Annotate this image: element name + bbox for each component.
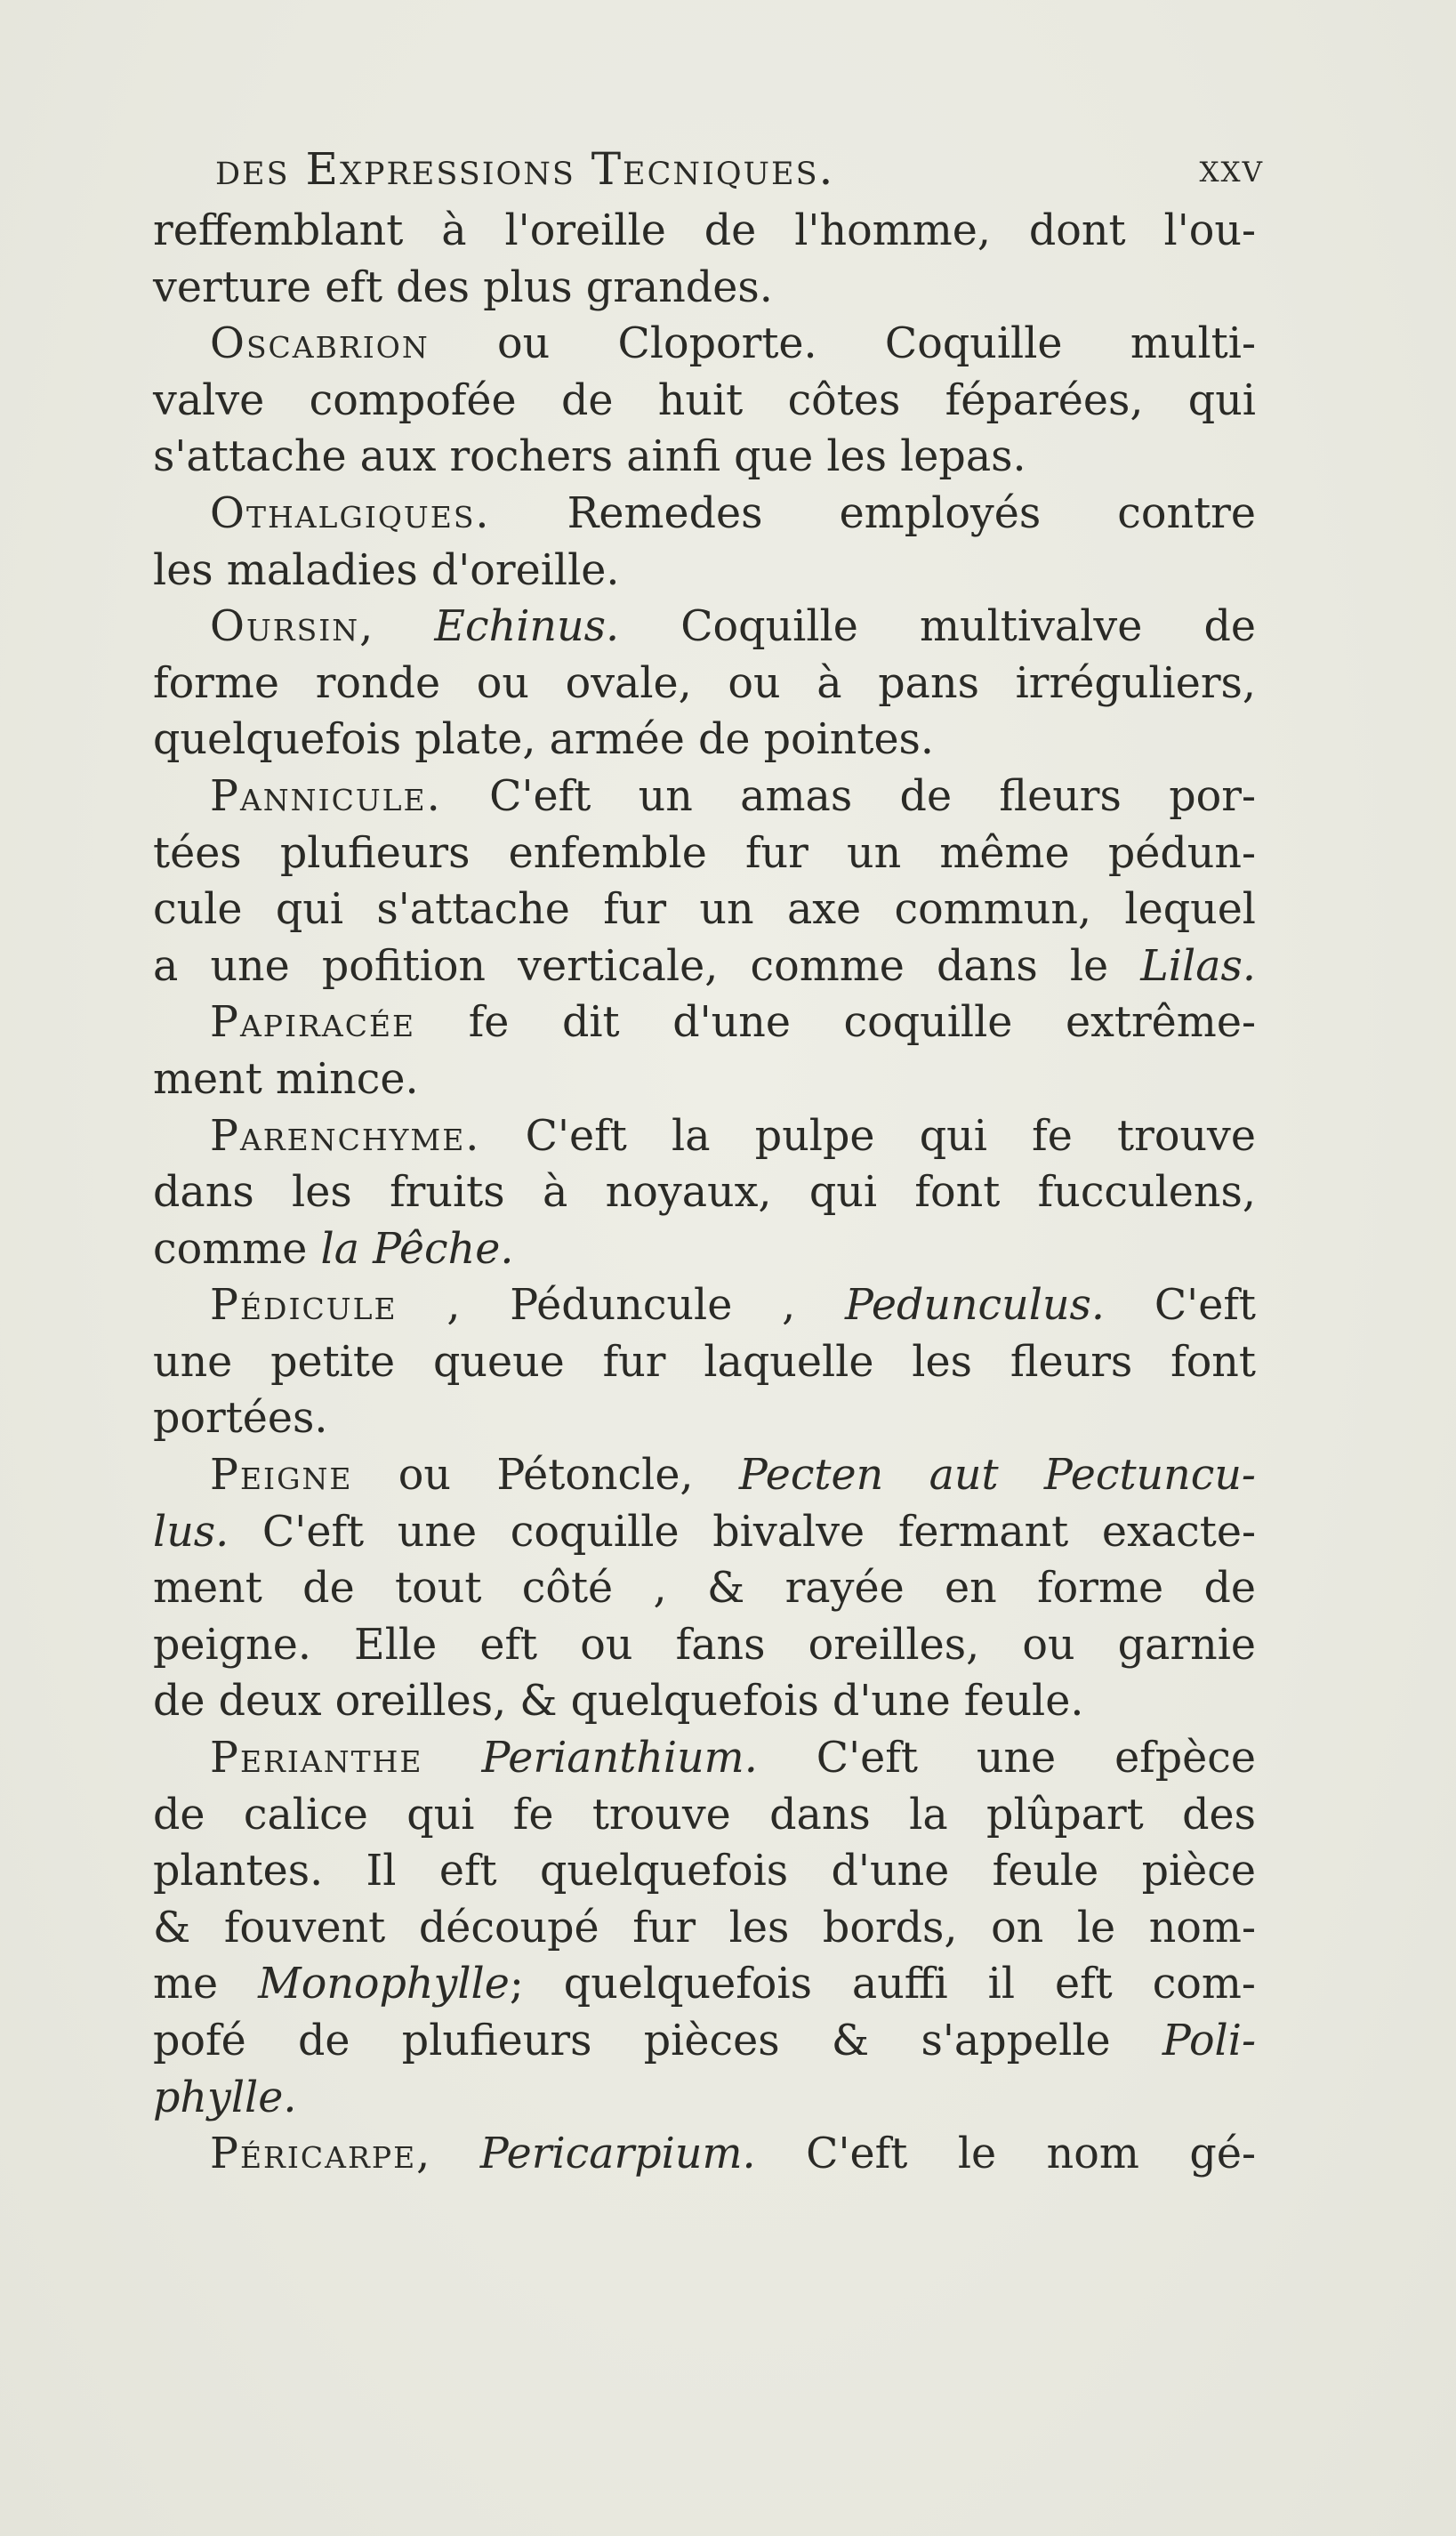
text-segment: & fouvent découpé fur les bords, on le nom- (153, 1903, 1256, 1952)
text-line (153, 1447, 1256, 1504)
text-segment: reffemblant à l'oreille de l'homme, dont l'ou- (153, 206, 1256, 255)
entry-term: Pédicule (210, 1281, 398, 1331)
text-line (153, 882, 1256, 938)
text-segment: C'eft un amas de fleurs por- (441, 771, 1256, 821)
text-line (153, 1277, 1256, 1334)
text-segment: ; quelquefois auffi il eft com- (509, 1960, 1256, 2009)
text-segment: plantes. Il eft quelquefois d'une feule pièce (153, 1847, 1256, 1896)
text-segment: pofé de plufieurs pièces & s'appelle (153, 2017, 1162, 2065)
latin-term: la Pêche. (320, 1224, 514, 1274)
latin-term: lus. (153, 1507, 229, 1557)
latin-term: Pedunculus. (845, 1281, 1106, 1331)
text-line (153, 1334, 1256, 1391)
text-segment: cule qui s'attache fur un axe commun, lequel (153, 885, 1256, 935)
text-segment: portées. (153, 1394, 328, 1444)
text-line (153, 373, 1256, 430)
text-segment (423, 1734, 482, 1783)
text-segment: de deux oreilles, & quelquefois d'une feule. (153, 1677, 1084, 1727)
entry-term: Parenchyme. (210, 1111, 481, 1161)
text-segment: C'eft (1105, 1281, 1256, 1331)
text-line (153, 938, 1256, 995)
text-segment: tées plufieurs enfemble fur un même pédun- (153, 828, 1256, 878)
text-segment: valve compofée de huit côtes féparées, qui (153, 375, 1256, 425)
text-line (153, 1956, 1256, 2013)
text-line (153, 1051, 1256, 1108)
text-line (153, 1221, 1256, 1278)
text-line (153, 2126, 1256, 2183)
text-line (153, 994, 1256, 1051)
text-segment: C'eft la pulpe qui fe trouve (480, 1111, 1256, 1161)
text-segment: verture eft des plus grandes. (153, 262, 773, 312)
text-segment: quelquefois plate, armée de pointes. (153, 715, 935, 765)
latin-term: Echinus. (434, 602, 620, 652)
text-line (153, 316, 1256, 373)
text-line (153, 543, 1256, 600)
text-segment: ou Pétoncle, (352, 1451, 739, 1501)
text-segment: peigne. Elle eft ou fans oreilles, ou garnie (153, 1620, 1256, 1670)
text-line (153, 1504, 1256, 1561)
text-line (153, 1560, 1256, 1617)
latin-term: Monophylle (258, 1960, 510, 2009)
entry-term: Perianthe (210, 1734, 423, 1783)
text-segment: , (359, 602, 435, 652)
text-segment: C'eft une efpèce (757, 1734, 1256, 1783)
text-line (153, 656, 1256, 712)
text-segment: ment mince. (153, 1054, 419, 1104)
text-segment: Coquille multivalve de (619, 602, 1256, 652)
text-line (153, 712, 1256, 769)
text-segment: fe dit d'une coquille extrême- (415, 998, 1256, 1048)
text-segment: dans les fruits à noyaux, qui font fucculens, (153, 1168, 1256, 1218)
text-segment: une petite queue fur laquelle les fleurs font (153, 1337, 1256, 1387)
body-text (153, 203, 1256, 2183)
text-line (153, 203, 1256, 260)
text-segment: C'eft le nom gé- (755, 2129, 1256, 2179)
latin-term: Perianthium. (481, 1734, 758, 1783)
entry-term: Péricarpe (210, 2129, 417, 2179)
text-line (153, 1390, 1256, 1447)
latin-term: Poli- (1162, 2017, 1256, 2065)
latin-term: phylle. (153, 2073, 297, 2122)
running-header (157, 133, 1264, 205)
text-line (153, 2013, 1256, 2070)
text-line (153, 260, 1256, 317)
text-line (153, 1164, 1256, 1221)
entry-term: Peigne (210, 1451, 353, 1501)
text-line (153, 1843, 1256, 1900)
text-line (153, 1900, 1256, 1957)
text-segment: ou Cloporte. Coquille multi- (429, 319, 1256, 369)
text-line (153, 1787, 1256, 1844)
text-segment: me (153, 1960, 259, 2009)
text-line (153, 1730, 1256, 1787)
latin-term: Pericarpium. (479, 2129, 756, 2179)
text-segment: forme ronde ou ovale, ou à pans irréguliers, (153, 658, 1256, 708)
text-segment: C'eft une coquille bivalve fermant exacte- (229, 1507, 1256, 1557)
text-line (153, 2070, 1256, 2127)
text-line (153, 1108, 1256, 1165)
text-line (153, 599, 1256, 656)
text-line (153, 1617, 1256, 1674)
text-line (153, 769, 1256, 825)
text-segment: les maladies d'oreille. (153, 545, 620, 595)
text-line (153, 1673, 1256, 1730)
text-segment: , (416, 2129, 480, 2179)
running-title: des Expressions Tecniques. (215, 143, 835, 195)
entry-term: Oscabrion (210, 319, 430, 369)
entry-term: Papiracée (210, 998, 416, 1048)
text-segment: a une pofition verticale, comme dans le (153, 941, 1141, 991)
latin-term: Lilas. (1140, 941, 1256, 991)
text-segment: Remedes employés contre (490, 488, 1256, 538)
text-segment: de calice qui fe trouve dans la plûpart des (153, 1790, 1256, 1840)
entry-term: Othalgiques. (210, 488, 491, 538)
text-line (153, 486, 1256, 543)
text-segment: , Péduncule , (397, 1281, 846, 1331)
text-segment: s'attache aux rochers ainfi que les lepas. (153, 432, 1026, 482)
text-segment: comme (153, 1224, 321, 1274)
text-line (153, 825, 1256, 882)
text-segment: ment de tout côté , & rayée en forme de (153, 1564, 1256, 1614)
page-number: xxv (1199, 146, 1264, 191)
text-line (153, 429, 1256, 486)
entry-term: Oursin (210, 602, 360, 652)
latin-term: Pecten aut Pectuncu- (738, 1451, 1256, 1501)
entry-term: Pannicule. (210, 771, 442, 821)
